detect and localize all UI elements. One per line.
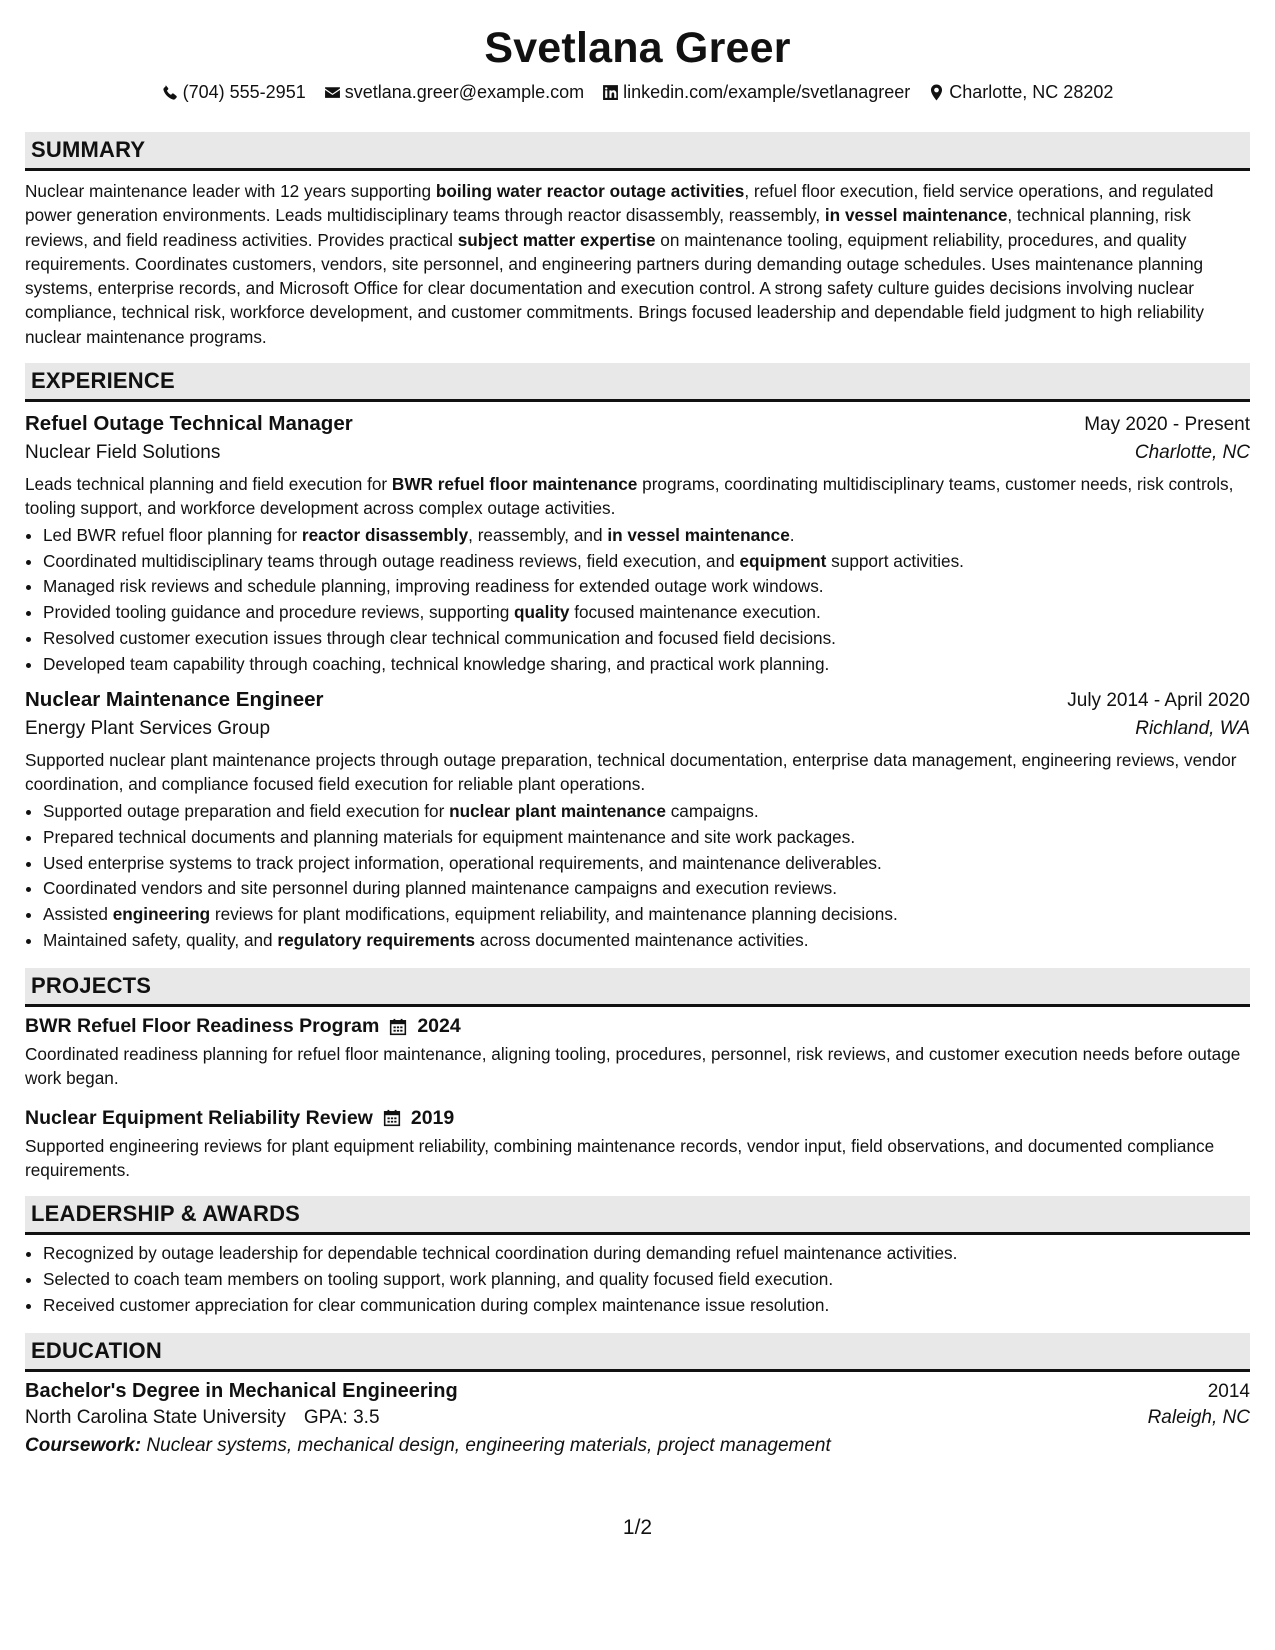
linkedin-text: linkedin.com/example/svetlanagreer [623, 82, 911, 102]
job-company: Nuclear Field Solutions [25, 442, 221, 464]
contact-linkedin[interactable] [602, 80, 910, 104]
projects-section [25, 968, 1250, 1182]
section-heading: PROJECTS [25, 968, 1250, 1007]
list-item: • Coordinated multidisciplinary teams through outage readiness reviews, field execution, and equipment support activities. [43, 549, 1250, 575]
list-item: • Developed team capability through coaching, technical knowledge sharing, and practical work planning. [43, 652, 1250, 678]
job-entry [25, 412, 1250, 678]
candidate-name: Svetlana Greer [484, 24, 791, 72]
experience-section [25, 363, 1250, 954]
school-location: Raleigh, NC [1147, 1407, 1250, 1429]
coursework-label: Coursework: [25, 1435, 142, 1457]
job-bullets [25, 799, 1250, 954]
job-title: Nuclear Maintenance Engineer [25, 688, 324, 712]
project-description: Coordinated readiness planning for refuel floor maintenance, aligning tooling, procedures, personnel, risk reviews, and customer execution needs before outage work began. [25, 1044, 1241, 1089]
job-description: Supported nuclear plant maintenance projects through outage preparation, technical documentation, enterprise data management, engineering reviews, vendor coordination, and compliance focused field execution for reliable plant operations. [25, 750, 1237, 795]
list-item: • Maintained safety, quality, and regulatory requirements across documented maintenance activities. [43, 928, 1250, 954]
list-item: • Assisted engineering reviews for plant modifications, equipment reliability, and maintenance planning decisions. [43, 902, 1250, 928]
job-entry [25, 688, 1250, 954]
list-item: • Used enterprise systems to track project information, operational requirements, and maintenance deliverables. [43, 851, 1250, 877]
section-heading: LEADERSHIP & AWARDS [25, 1196, 1250, 1235]
contact-email[interactable] [324, 80, 584, 104]
map-marker-icon [928, 84, 945, 101]
email-text: svetlana.greer@example.com [344, 82, 585, 102]
project-entry [25, 1015, 1250, 1091]
calendar-icon [389, 1018, 407, 1036]
list-item: • Recognized by outage leadership for dependable technical coordination during demanding refuel maintenance activities. [43, 1241, 1250, 1267]
graduation-year: 2014 [1207, 1381, 1250, 1403]
list-item: • Prepared technical documents and planning materials for equipment maintenance and site work packages. [43, 825, 1250, 851]
list-item: • Resolved customer execution issues through clear technical communication and focused field decisions. [43, 626, 1250, 652]
page-number: 1/2 [622, 1516, 653, 1539]
section-heading: EDUCATION [25, 1333, 1250, 1372]
job-location: Richland, WA [1135, 718, 1250, 740]
leadership-list [25, 1241, 1250, 1319]
list-item: • Coordinated vendors and site personnel during planned maintenance campaigns and execution reviews. [43, 876, 1250, 902]
summary-text: Nuclear maintenance leader with 12 years supporting boiling water reactor outage activities, refuel floor execution, field service operations, and regulated power generation environments. Leads multidisciplinary teams through reactor disassembly, reassembly, in vessel maintenance, technical planning, risk reviews, and field readiness activities. Provides practical subject matter expertise on maintenance tooling, equipment reliability, procedures, and quality requirements. Coordinates customers, vendors, site personnel, and engineering partners during demanding outage schedules. Uses maintenance planning systems, enterprise records, and Microsoft Office for clear documentation and execution control. A strong safety culture guides decisions involving nuclear compliance, technical risk, workforce development, and customer commitments. Brings focused leadership and dependable field judgment to high reliability nuclear maintenance programs. [25, 181, 1214, 347]
project-title: Nuclear Equipment Reliability Review [25, 1106, 373, 1129]
degree-title: Bachelor's Degree in Mechanical Engineering [25, 1380, 458, 1403]
phone-icon [162, 84, 179, 101]
calendar-icon [383, 1109, 401, 1127]
project-year: 2019 [410, 1106, 455, 1129]
summary-section [25, 132, 1250, 349]
job-dates: July 2014 - April 2020 [1067, 690, 1250, 712]
job-company: Energy Plant Services Group [25, 718, 271, 740]
job-bullets [25, 523, 1250, 678]
list-item: • Selected to coach team members on tooling support, work planning, and quality focused field execution. [43, 1267, 1250, 1293]
linkedin-icon [602, 84, 619, 101]
list-item: • Provided tooling guidance and procedure reviews, supporting quality focused maintenance execution. [43, 600, 1250, 626]
job-location: Charlotte, NC [1134, 442, 1250, 464]
project-entry [25, 1107, 1250, 1183]
list-item: • Managed risk reviews and schedule planning, improving readiness for extended outage work windows. [43, 574, 1250, 600]
job-title: Refuel Outage Technical Manager [25, 412, 353, 436]
contact-bar [25, 80, 1250, 104]
location-text: Charlotte, NC 28202 [949, 82, 1114, 102]
coursework: Coursework: Nuclear systems, mechanical design, engineering materials, project management [25, 1435, 831, 1457]
list-item: • Led BWR refuel floor planning for reactor disassembly, reassembly, and in vessel maintenance. [43, 523, 1250, 549]
gpa: GPA: 3.5 [303, 1407, 380, 1429]
phone-text: (704) 555-2951 [182, 82, 306, 102]
job-description: Leads technical planning and field execution for BWR refuel floor maintenance programs, coordinating multidisciplinary teams, customer needs, risk controls, tooling support, and workforce development across complex outage activities. [25, 474, 1234, 519]
list-item: • Received customer appreciation for clear communication during complex maintenance issue resolution. [43, 1293, 1250, 1319]
contact-phone[interactable] [162, 80, 306, 104]
education-section [25, 1333, 1250, 1457]
envelope-icon [324, 84, 341, 101]
project-description: Supported engineering reviews for plant equipment reliability, combining maintenance records, vendor input, field observations, and documented compliance requirements. [25, 1135, 1215, 1181]
project-title: BWR Refuel Floor Readiness Program [25, 1015, 380, 1038]
job-dates: May 2020 - Present [1084, 414, 1250, 436]
section-heading: SUMMARY [25, 132, 1250, 171]
school-name: North Carolina State University GPA: 3.5 [25, 1407, 380, 1429]
leadership-section [25, 1196, 1250, 1319]
project-year: 2024 [417, 1015, 461, 1038]
contact-location [928, 80, 1113, 104]
list-item: • Supported outage preparation and field execution for nuclear plant maintenance campaigns. [43, 799, 1250, 825]
section-heading: EXPERIENCE [25, 363, 1250, 402]
